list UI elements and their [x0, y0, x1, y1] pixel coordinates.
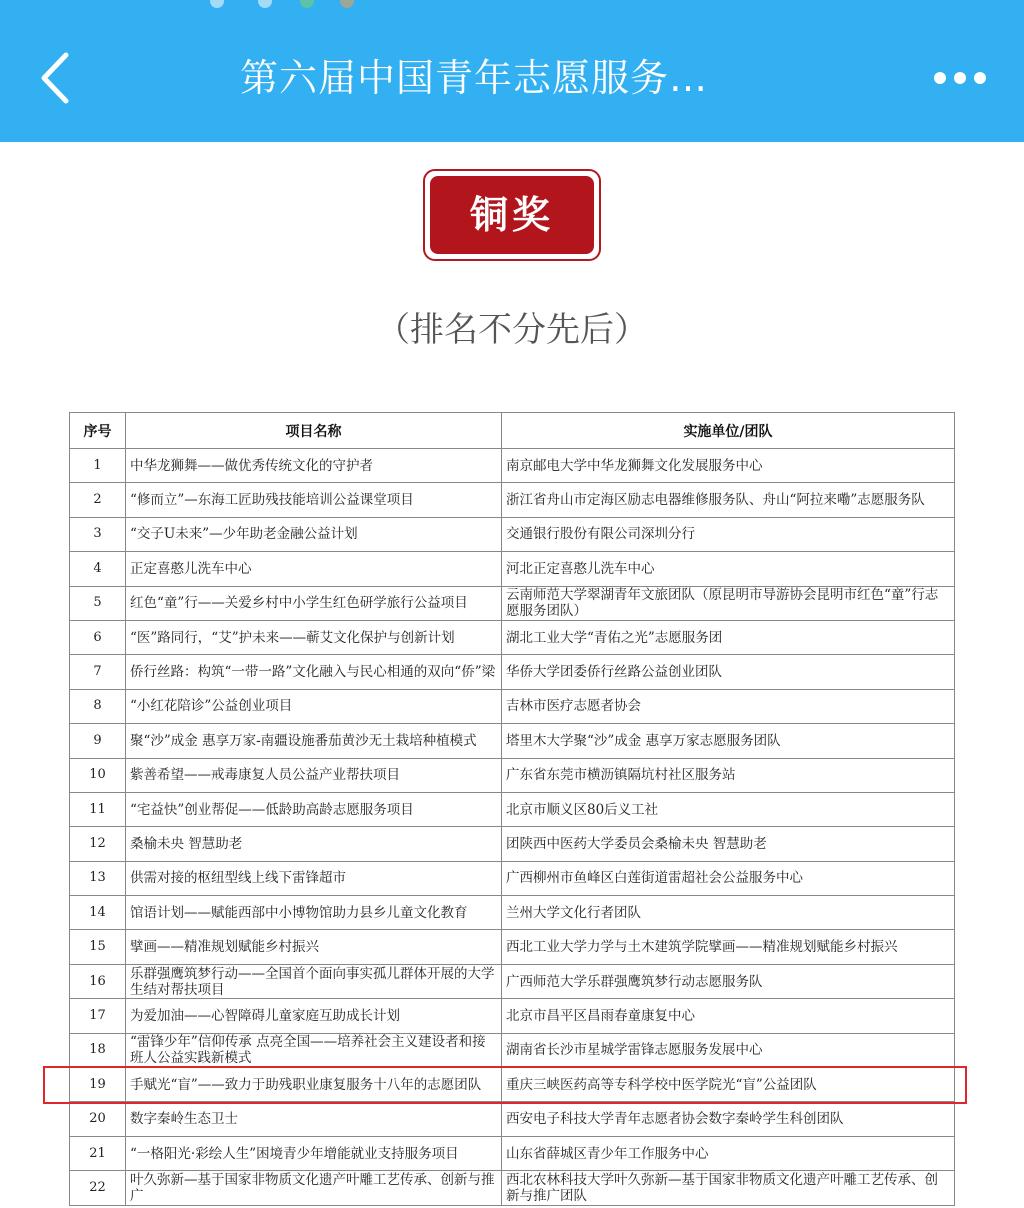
row-number: 14: [70, 896, 126, 930]
project-name: “宅益快”创业帮促——低龄助高龄志愿服务项目: [126, 792, 502, 826]
implementing-unit: 团陕西中医药大学委员会桑榆未央 智慧助老: [502, 827, 955, 861]
implementing-unit: 湖北工业大学“青佑之光”志愿服务团: [502, 620, 955, 654]
status-icon: [300, 0, 314, 8]
award-label: 铜奖: [430, 176, 594, 254]
project-name: 数字秦岭生态卫士: [126, 1102, 502, 1136]
project-name: “一格阳光·彩绘人生”困境青少年增能就业支持服务项目: [126, 1136, 502, 1170]
award-table: [69, 412, 955, 1206]
row-number: 11: [70, 792, 126, 826]
project-name: 乐群强鹰筑梦行动——全国首个面向事实孤儿群体开展的大学生结对帮扶项目: [126, 964, 502, 998]
table-row: [70, 827, 955, 861]
chevron-left-icon: [38, 51, 72, 105]
project-name: 侨行丝路：构筑“一带一路”文化融入与民心相通的双向“侨”梁: [126, 655, 502, 689]
row-number: 2: [70, 483, 126, 517]
table-row: [70, 655, 955, 689]
app-header: [0, 0, 1024, 142]
project-name: “雷锋少年”信仰传承 点亮全国——培养社会主义建设者和接班人公益实践新模式: [126, 1033, 502, 1067]
implementing-unit: 北京市顺义区80后义工社: [502, 792, 955, 826]
row-number: 1: [70, 449, 126, 483]
table-row: [70, 896, 955, 930]
table-row: [70, 1033, 955, 1067]
implementing-unit: 河北正定喜憨儿洗车中心: [502, 552, 955, 586]
table-row: [70, 552, 955, 586]
page-title: 第六届中国青年志愿服务…: [240, 56, 709, 100]
ranking-note: （排名不分先后）: [376, 310, 648, 350]
status-icon: [258, 0, 272, 8]
row-number: 13: [70, 861, 126, 895]
implementing-unit: 华侨大学团委侨行丝路公益创业团队: [502, 655, 955, 689]
implementing-unit: 广西师范大学乐群强鹰筑梦行动志愿服务队: [502, 964, 955, 998]
table-row: [70, 517, 955, 551]
project-name: 馆语计划——赋能西部中小博物馆助力县乡儿童文化教育: [126, 896, 502, 930]
implementing-unit: 西北工业大学力学与土木建筑学院擘画——精准规划赋能乡村振兴: [502, 930, 955, 964]
project-name: 桑榆未央 智慧助老: [126, 827, 502, 861]
project-name: 正定喜憨儿洗车中心: [126, 552, 502, 586]
table-row: [70, 724, 955, 758]
more-button[interactable]: [928, 60, 992, 96]
implementing-unit: 北京市昌平区昌雨春童康复中心: [502, 999, 955, 1033]
implementing-unit: 云南师范大学翠湖青年文旅团队（原昆明市导游协会昆明市红色“童”行志愿服务团队）: [502, 586, 955, 620]
status-icon: [340, 0, 354, 8]
table-row: [70, 1136, 955, 1170]
implementing-unit: 广西柳州市鱼峰区白莲街道雷超社会公益服务中心: [502, 861, 955, 895]
header-project: 项目名称: [126, 413, 502, 449]
row-number: 5: [70, 586, 126, 620]
table-row: [70, 1068, 955, 1102]
status-icon: [210, 0, 224, 8]
table-body: [70, 449, 955, 1206]
project-name: 叶久弥新—基于国家非物质文化遗产叶雕工艺传承、创新与推广: [126, 1171, 502, 1205]
project-name: 为爱加油——心智障碍儿童家庭互助成长计划: [126, 999, 502, 1033]
table-row: [70, 792, 955, 826]
implementing-unit: 湖南省长沙市星城学雷锋志愿服务发展中心: [502, 1033, 955, 1067]
row-number: 3: [70, 517, 126, 551]
implementing-unit: 浙江省舟山市定海区励志电器维修服务队、舟山“阿拉来嘞”志愿服务队: [502, 483, 955, 517]
header-unit: 实施单位/团队: [502, 413, 955, 449]
table-row: [70, 449, 955, 483]
implementing-unit: 广东省东莞市横沥镇隔坑村社区服务站: [502, 758, 955, 792]
row-number: 6: [70, 620, 126, 654]
status-bar: [0, 0, 1024, 14]
project-name: 手赋光“盲”——致力于助残职业康复服务十八年的志愿团队: [126, 1068, 502, 1102]
row-number: 12: [70, 827, 126, 861]
table-header-row: [70, 413, 955, 449]
more-dot: [974, 72, 986, 84]
table-row: [70, 999, 955, 1033]
project-name: “修而立”—东海工匠助残技能培训公益课堂项目: [126, 483, 502, 517]
row-number: 19: [70, 1068, 126, 1102]
row-number: 4: [70, 552, 126, 586]
implementing-unit: 山东省薛城区青少年工作服务中心: [502, 1136, 955, 1170]
row-number: 8: [70, 689, 126, 723]
implementing-unit: 西安电子科技大学青年志愿者协会数字秦岭学生科创团队: [502, 1102, 955, 1136]
row-number: 22: [70, 1171, 126, 1205]
implementing-unit: 交通银行股份有限公司深圳分行: [502, 517, 955, 551]
project-name: 聚“沙”成金 惠享万家-南疆设施番茄黄沙无土栽培种植模式: [126, 724, 502, 758]
table-row: [70, 758, 955, 792]
project-name: 擘画——精准规划赋能乡村振兴: [126, 930, 502, 964]
row-number: 16: [70, 964, 126, 998]
row-number: 17: [70, 999, 126, 1033]
table-row: [70, 861, 955, 895]
project-name: 紫善希望——戒毒康复人员公益产业帮扶项目: [126, 758, 502, 792]
back-button[interactable]: [30, 48, 80, 108]
project-name: 供需对接的枢纽型线上线下雷锋超市: [126, 861, 502, 895]
table-row: [70, 586, 955, 620]
implementing-unit: 南京邮电大学中华龙狮舞文化发展服务中心: [502, 449, 955, 483]
table-row: [70, 620, 955, 654]
implementing-unit: 兰州大学文化行者团队: [502, 896, 955, 930]
row-number: 15: [70, 930, 126, 964]
table-row: [70, 1171, 955, 1205]
project-name: “交子U未来”—少年助老金融公益计划: [126, 517, 502, 551]
row-number: 10: [70, 758, 126, 792]
row-number: 20: [70, 1102, 126, 1136]
award-badge: [423, 169, 601, 261]
implementing-unit: 塔里木大学聚“沙”成金 惠享万家志愿服务团队: [502, 724, 955, 758]
project-name: 红色“童”行——关爱乡村中小学生红色研学旅行公益项目: [126, 586, 502, 620]
row-number: 9: [70, 724, 126, 758]
table-row: [70, 930, 955, 964]
row-number: 7: [70, 655, 126, 689]
more-dot: [954, 72, 966, 84]
table-row: [70, 1102, 955, 1136]
project-name: “小红花陪诊”公益创业项目: [126, 689, 502, 723]
award-table-container: [69, 412, 954, 1206]
project-name: “医”路同行，“艾”护未来——蕲艾文化保护与创新计划: [126, 620, 502, 654]
header-number: 序号: [70, 413, 126, 449]
table-row: [70, 483, 955, 517]
more-dot: [934, 72, 946, 84]
implementing-unit: 吉林市医疗志愿者协会: [502, 689, 955, 723]
row-number: 21: [70, 1136, 126, 1170]
project-name: 中华龙狮舞——做优秀传统文化的守护者: [126, 449, 502, 483]
implementing-unit: 西北农林科技大学叶久弥新—基于国家非物质文化遗产叶雕工艺传承、创新与推广团队: [502, 1171, 955, 1205]
table-row: [70, 964, 955, 998]
table-row: [70, 689, 955, 723]
row-number: 18: [70, 1033, 126, 1067]
implementing-unit: 重庆三峡医药高等专科学校中医学院光“盲”公益团队: [502, 1068, 955, 1102]
